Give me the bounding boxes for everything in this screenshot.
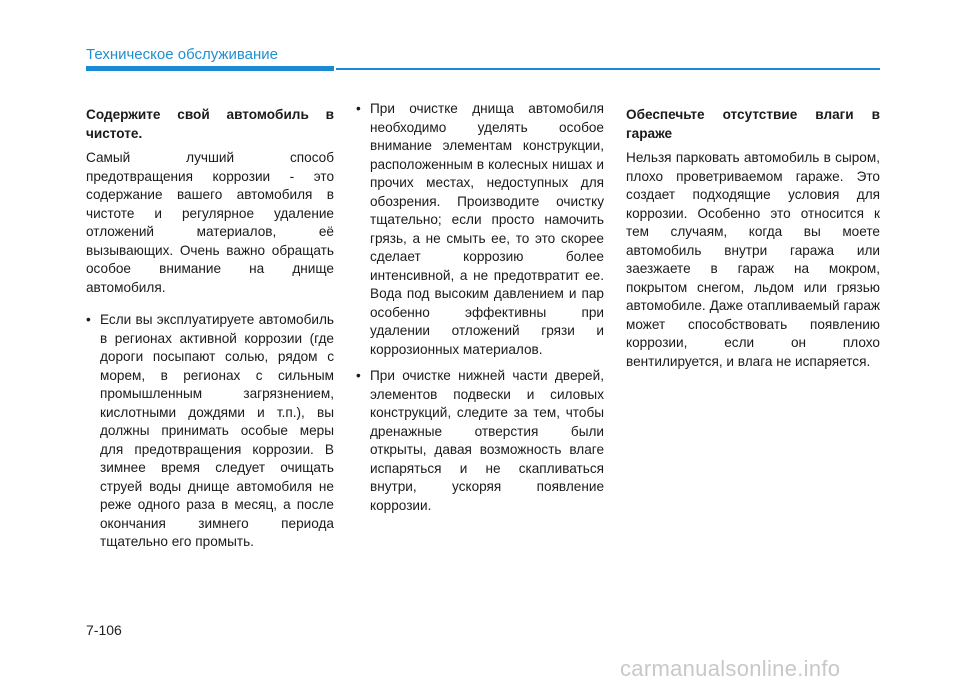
column-2 <box>356 100 604 523</box>
bullet-icon: • <box>356 368 361 383</box>
bullet-icon: • <box>356 101 361 116</box>
list-item <box>356 100 604 359</box>
bullet-text: При очистке днища автомобиля необходимо уделять особое внимание элементам конструкции, расположенным в колесных нишах и прочих местах, недоступных для обозрения. Производите очистку тщательно; если просто намочить грязь, а не смыть ее, то это скорее сделает коррозию более интенсивной, а не предотвратит ее. Вода под высоким давлением и пар особенно эффективны при удалении отложений грязи и коррозионных материалов. <box>370 101 604 357</box>
page-number: 7-106 <box>86 622 122 638</box>
header-accent-bar <box>86 66 334 71</box>
bullet-icon: • <box>86 312 91 327</box>
list-item <box>86 311 334 552</box>
bullet-text: При очистке нижней части дверей, элементов подвески и силовых конструкций, следите за тем, чтобы дренажные отверстия были открыты, давая возможность влаге испаряться и не скапливаться внутри, ускоряя появление коррозии. <box>370 368 604 513</box>
list-item <box>356 367 604 515</box>
garage-heading: Обеспечьте отсутствие влаги в гараже <box>626 107 880 141</box>
section-title: Техническое обслуживание <box>86 46 278 63</box>
bullet-text: Если вы эксплуатируете автомобиль в регионах активной коррозии (где дороги посыпают солью, рядом с морем, в регионах с сильным промышленным загрязнением, кислотными дождями и т.п.), вы должны принимать особые меры для предотвращения коррозии. В зимнее время следует очищать струей воды днище автомобиля не реже одного раза в месяц, а после окончания зимнего периода тщательно его промыть. <box>100 312 334 549</box>
clean-car-heading: Содержите свой автомобиль в чистоте. <box>86 107 334 141</box>
clean-car-paragraph: Самый лучший способ предотвращения коррозии - это содержание вашего автомобиля в чистоте и регулярное удаление отложений материалов, её вызывающих. Очень важно обращать особое внимание на днище автомобиля. <box>86 150 334 295</box>
header-divider-line <box>336 68 880 70</box>
watermark: carmanualsonline.info <box>620 656 841 681</box>
column-3 <box>626 106 880 385</box>
column-1 <box>86 106 334 560</box>
garage-paragraph: Нельзя парковать автомобиль в сыром, плохо проветриваемом гараже. Это создает подходящие условия для коррозии. Особенно это относится к тем случаям, когда вы моете автомобиль внутри гаража или заезжаете в гараж на мокром, покрытом снегом, льдом или грязью автомобиле. Даже отапливаемый гараж может способствовать появлению коррозии, если он плохо вентилируется, и влага не испаряется. <box>626 150 880 369</box>
